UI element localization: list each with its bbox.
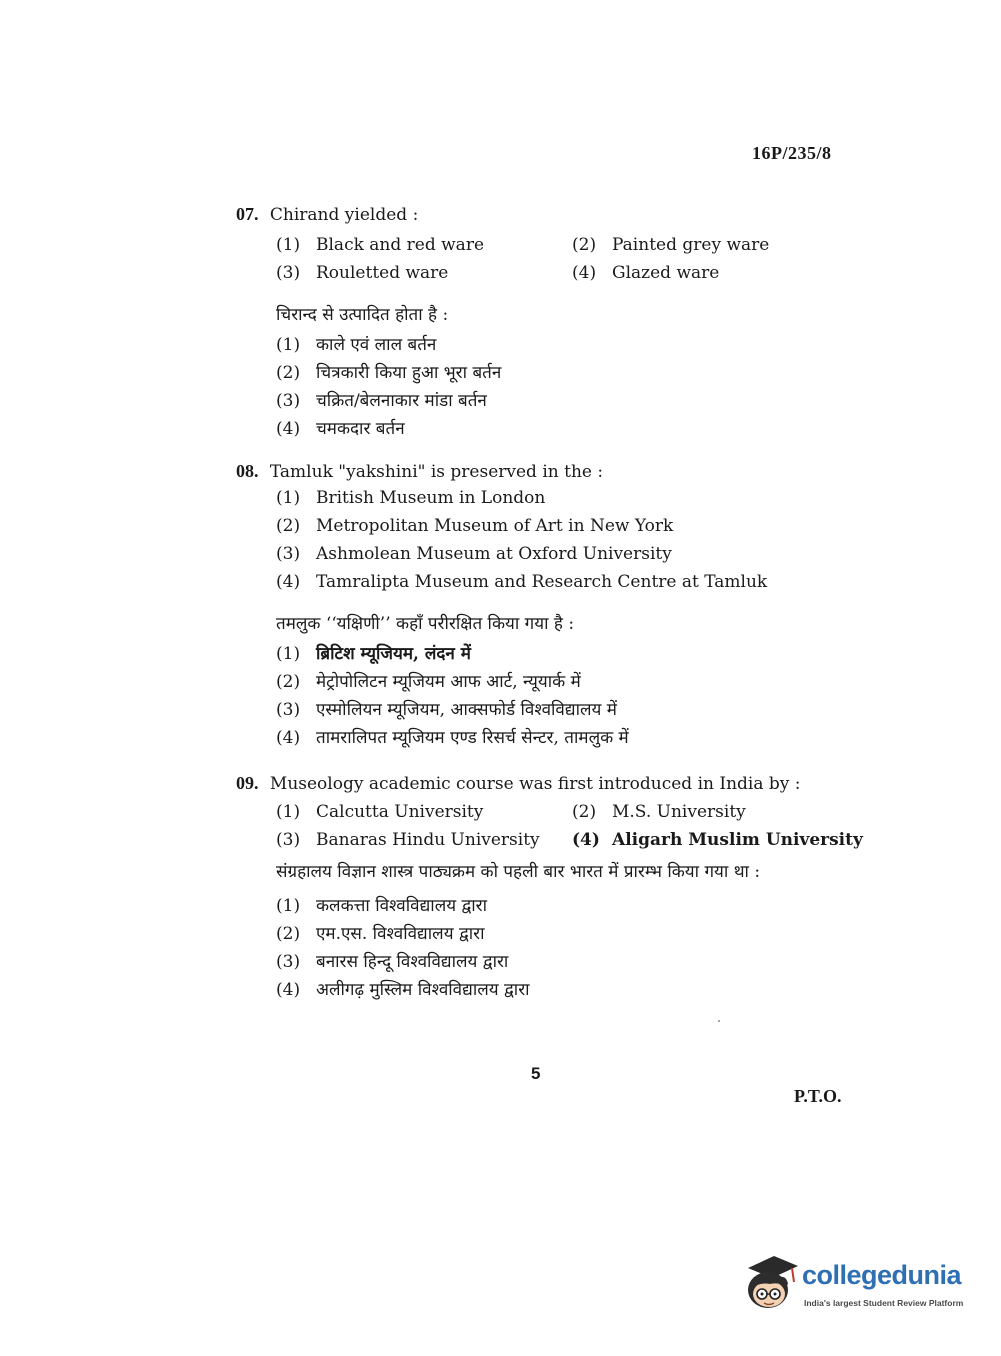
hindi-option-2: (2) चित्रकारी किया हुआ भूरा बर्तन (276, 363, 502, 383)
option-3: (3) Ashmolean Museum at Oxford University (276, 544, 672, 564)
hindi-option-4: (4) चमकदार बर्तन (276, 419, 405, 439)
question-stem (236, 202, 876, 227)
option-list (236, 484, 876, 596)
question-stem (236, 771, 876, 796)
hindi-option-3: (3) चक्रित/बेलनाकार मांडा बर्तन (276, 391, 487, 411)
question-number: 09. (236, 773, 259, 793)
hindi-options (236, 331, 876, 443)
option-4: (4) Aligarh Muslim University (572, 830, 863, 850)
hindi-option-3: (3) बनारस हिन्दू विश्वविद्यालय द्वारा (276, 952, 509, 972)
option-3: (3) Banaras Hindu University (276, 830, 540, 850)
hindi-option-4: (4) अलीगढ़ मुस्लिम विश्वविद्यालय द्वारा (276, 980, 530, 1000)
option-2: (2) M.S. University (572, 802, 746, 822)
hindi-options (236, 892, 876, 1004)
option-4: (4) Tamralipta Museum and Research Centre at Tamluk (276, 572, 768, 592)
hindi-question-text: चिरान्द से उत्पादित होता है : (276, 305, 449, 325)
option-3: (3) Rouletted ware (276, 263, 449, 283)
question-text: Tamluk "yakshini" is preserved in the : (269, 462, 604, 482)
speck (718, 1020, 720, 1022)
question-stem (236, 459, 876, 484)
option-grid (276, 798, 876, 854)
hindi-option-3: (3) एस्मोलियन म्यूजियम, आक्सफोर्ड विश्वविद्यालय में (276, 700, 617, 720)
question-number: 08. (236, 461, 259, 481)
brand-tagline: India's largest Student Review Platform (804, 1298, 964, 1308)
hindi-option-2: (2) एम.एस. विश्वविद्यालय द्वारा (276, 924, 485, 944)
question-08 (236, 459, 876, 752)
paper-code: 16P/235/8 (752, 143, 832, 163)
hindi-question-text: तमलुक ‘‘यक्षिणी’’ कहाँ परीरक्षित किया गया है : (276, 614, 575, 634)
question-text: Chirand yielded : (269, 205, 419, 225)
hindi-question-text: संग्रहालय विज्ञान शास्त्र पाठ्यक्रम को पहली बार भारत में प्रारम्भ किया गया था : (276, 862, 761, 882)
question-07 (236, 202, 876, 443)
option-2: (2) Metropolitan Museum of Art in New York (276, 516, 674, 536)
page-number: 5 (531, 1064, 541, 1083)
option-4: (4) Glazed ware (572, 263, 720, 283)
hindi-option-2: (2) मेट्रोपोलिटन म्यूजियम आफ आर्ट, न्यूयार्क में (276, 672, 581, 692)
hindi-options (236, 640, 876, 752)
question-09 (236, 771, 876, 1004)
collegedunia-logo (742, 1252, 972, 1322)
option-grid (276, 231, 876, 287)
option-2: (2) Painted grey ware (572, 235, 770, 255)
option-1: (1) British Museum in London (276, 488, 546, 508)
hindi-option-4: (4) तामरालिपत म्यूजियम एण्ड रिसर्च सेन्टर, तामलुक में (276, 728, 629, 748)
hindi-option-1: (1) कलकत्ता विश्वविद्यालय द्वारा (276, 896, 488, 916)
option-1: (1) Calcutta University (276, 802, 484, 822)
question-text: Museology academic course was first introduced in India by : (269, 774, 801, 794)
pto-label: P.T.O. (794, 1086, 842, 1106)
brand-name: collegedunia (802, 1260, 962, 1290)
hindi-option-1: (1) काले एवं लाल बर्तन (276, 335, 437, 355)
question-number: 07. (236, 204, 259, 224)
hindi-option-1: (1) ब्रिटिश म्यूजियम, लंदन में (276, 644, 471, 664)
option-1: (1) Black and red ware (276, 235, 485, 255)
mascot-icon (742, 1252, 800, 1312)
